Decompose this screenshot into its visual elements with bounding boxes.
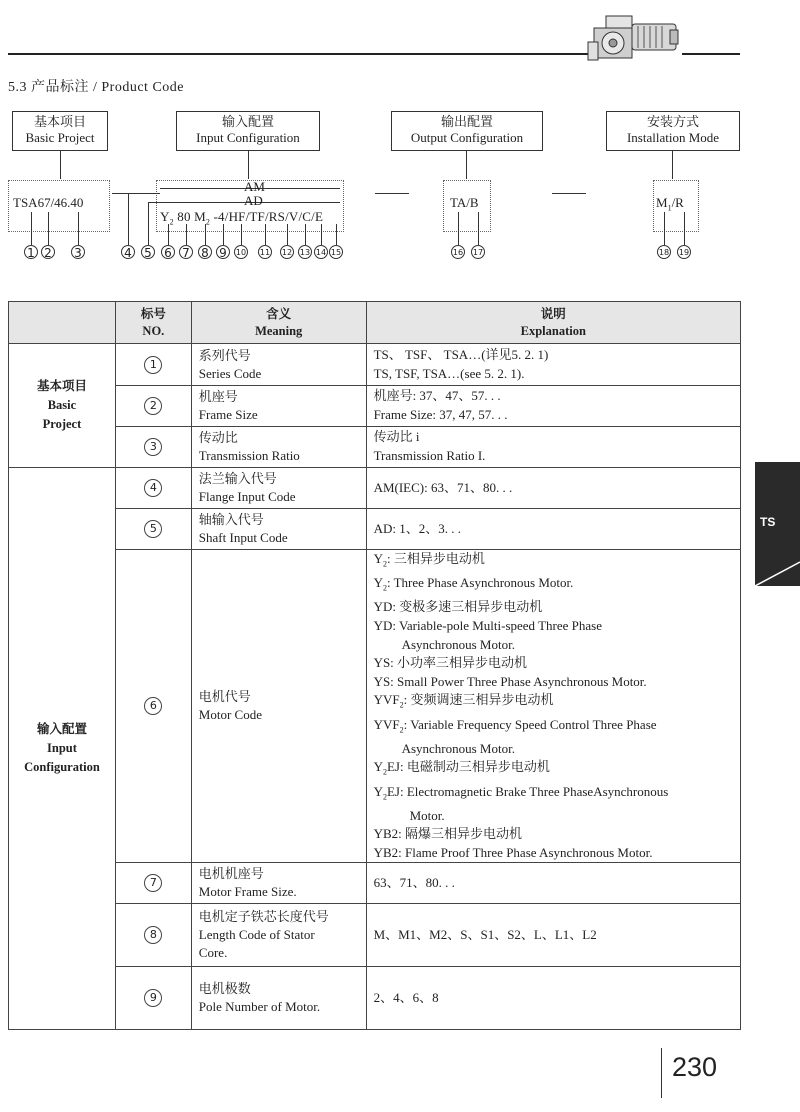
meaning-en: Flange Input Code: [198, 489, 296, 504]
expl-line: Frame Size: 37, 47, 57. . .: [373, 407, 508, 422]
header-meaning: [191, 302, 366, 344]
code-series: TSA: [13, 195, 38, 210]
meaning-en: Pole Number of Motor.: [198, 999, 321, 1015]
circled-number-12: 12: [280, 245, 294, 259]
motor-code-line: YB2: 隔爆三相异步电动机: [373, 826, 522, 842]
gear-reducer-motor-icon: [586, 8, 686, 68]
expl-line: TS、 TSF、 TSA…(详见5. 2. 1): [373, 346, 549, 362]
circled-number-19: 19: [677, 245, 691, 259]
meaning-cn: 电机代号: [198, 689, 251, 705]
connector: [672, 151, 673, 179]
meaning-en: Motor Frame Size.: [198, 884, 297, 900]
side-tab-label: TS: [760, 515, 776, 529]
page-number: 230: [672, 1052, 718, 1082]
row-number-badge: 6: [144, 697, 162, 715]
circled-number-9: 9: [216, 245, 230, 259]
category-input-en1: Input: [47, 741, 77, 756]
category-input-cn: 输入配置: [36, 722, 87, 737]
code-motor-sub: 2: [169, 217, 174, 227]
row-number: [115, 386, 191, 427]
header-no-cn: 标号: [140, 306, 166, 321]
basic-project-box: [12, 111, 108, 151]
row-explanation: [366, 386, 740, 427]
tick: [305, 224, 306, 245]
expl-line: AD: 1、2、3. . .: [373, 520, 461, 536]
circled-number-15: 15: [329, 245, 343, 259]
row-number: [115, 427, 191, 468]
circled-number-2: 2: [41, 245, 55, 259]
motor-code-subscript: 2: [382, 559, 387, 569]
header-meaning-cn: 含义: [266, 306, 292, 321]
basic-box-cn: 基本项目: [33, 114, 86, 129]
code-frame: 67: [37, 195, 51, 210]
tick: [223, 224, 224, 245]
tick: [321, 224, 322, 245]
motor-code-prefix: Y: [373, 551, 383, 566]
header-expl-en: Explanation: [520, 323, 586, 338]
meaning-cn: 机座号: [198, 389, 238, 404]
connector: [248, 151, 249, 179]
row-explanation: [366, 468, 740, 509]
meaning-cn: 电机极数: [198, 981, 251, 997]
row-meaning: [191, 967, 366, 1030]
input-box-en: Input Configuration: [196, 130, 300, 145]
tick: [478, 212, 479, 245]
row-meaning: [191, 550, 366, 863]
row-explanation: [366, 344, 740, 386]
table-row: [9, 386, 741, 427]
link-line: [112, 193, 160, 194]
meaning-en: Series Code: [198, 365, 262, 381]
table-row: [9, 967, 741, 1030]
tick: [128, 193, 129, 245]
basic-code: [13, 195, 83, 211]
motor-code-line: [374, 783, 740, 807]
motor-code-line: [374, 758, 740, 782]
input-config-box: [176, 111, 320, 151]
row-meaning: [191, 344, 366, 386]
motor-code-line: [374, 691, 740, 715]
table-row: [9, 344, 741, 386]
ad-code: AD: [244, 193, 263, 208]
meaning-en: Length Code of Stator: [198, 927, 315, 943]
row-number-badge: 2: [144, 397, 162, 415]
motor-code-subscript: 2: [382, 792, 387, 802]
code-motor-frame: 80: [173, 209, 195, 224]
expl-line: 机座号: 37、47、57. . .: [373, 388, 501, 404]
tick: [78, 212, 79, 245]
circled-number-14: 14: [314, 245, 328, 259]
motor-code-text: EJ: 电磁制动三相异步电动机: [386, 759, 550, 775]
tick: [684, 212, 685, 245]
row-number: [115, 863, 191, 904]
meaning-cn: 电机定子铁芯长度代号: [198, 909, 329, 925]
circled-number-4: 4: [121, 245, 135, 259]
tick: [336, 224, 337, 245]
expl-line: AM(IEC): 63、71、80. . .: [373, 479, 513, 495]
row-number-badge: 5: [144, 520, 162, 538]
motor-code-prefix: Y: [373, 783, 383, 799]
table-row: [9, 904, 741, 967]
circled-number-7: 7: [179, 245, 193, 259]
tick: [287, 224, 288, 245]
row-explanation: [366, 427, 740, 468]
expl-line: 63、71、80. . .: [373, 875, 455, 891]
row-number: [115, 468, 191, 509]
row-explanation: [366, 904, 740, 967]
motor-code-subscript: 2: [399, 725, 404, 735]
install-mode-box: [606, 111, 740, 151]
tick: [664, 212, 665, 245]
row-meaning: [191, 863, 366, 904]
row-meaning: [191, 427, 366, 468]
motor-code-prefix: Y: [373, 575, 383, 591]
header-no-en: NO.: [142, 323, 165, 338]
code-install-m: M: [656, 195, 668, 210]
row-explanation: [366, 550, 740, 863]
tick: [48, 212, 49, 245]
page-number-rule: [661, 1048, 662, 1098]
expl-line: 2、4、6、8: [373, 990, 439, 1006]
motor-code-line: Asynchronous Motor.: [401, 636, 515, 652]
circled-number-1: 1: [24, 245, 38, 259]
table-row: [9, 509, 741, 550]
circled-number-13: 13: [298, 245, 312, 259]
output-config-box: [391, 111, 543, 151]
output-box-cn: 输出配置: [440, 114, 493, 129]
header-blank: [9, 302, 116, 344]
table-row: [9, 863, 741, 904]
row-meaning: [191, 509, 366, 550]
product-code-table: [8, 301, 741, 1030]
basic-box-en: Basic Project: [25, 130, 95, 145]
motor-code-text: EJ: Electromagnetic Brake Three PhaseAsynchronous: [386, 783, 669, 799]
code-len-sub: 2: [205, 217, 211, 227]
circled-number-3: 3: [71, 245, 85, 259]
motor-code-line: Asynchronous Motor.: [401, 740, 515, 756]
tick: [186, 224, 187, 245]
table-header-row: [9, 302, 741, 344]
code-install-rest: /R: [671, 195, 684, 210]
motor-code-line: [374, 550, 740, 574]
motor-code-text: : 变频调速三相异步电动机: [403, 692, 554, 708]
header-rule: [8, 53, 590, 55]
meaning-cn: 法兰输入代号: [198, 471, 277, 486]
motor-code-line: [374, 716, 740, 740]
header-explanation: [366, 302, 740, 344]
circled-number-18: 18: [657, 245, 671, 259]
tick: [241, 224, 242, 245]
motor-code-text: : Variable Frequency Speed Control Three Phase: [403, 716, 657, 732]
meaning-en: Transmission Ratio: [198, 448, 300, 463]
table-row: [9, 550, 741, 863]
expl-line: Transmission Ratio I.: [373, 448, 486, 463]
category-basic: [9, 344, 116, 468]
circled-number-11: 11: [258, 245, 272, 259]
row-number-badge: 9: [144, 989, 162, 1007]
row-number-badge: 1: [144, 356, 162, 374]
row-number-badge: 7: [144, 874, 162, 892]
motor-code-line: YS: 小功率三相异步电动机: [373, 655, 528, 671]
circled-number-8: 8: [198, 245, 212, 259]
circled-number-6: 6: [161, 245, 175, 259]
code-install-sub: 1: [667, 203, 672, 213]
motor-code-prefix: YVF: [373, 716, 400, 732]
connector: [466, 151, 467, 179]
category-basic-en2: Project: [42, 417, 82, 431]
expl-line: M、M1、M2、S、S1、S2、L、L1、L2: [373, 927, 597, 943]
header-no: [115, 302, 191, 344]
motor-code-line: YS: Small Power Three Phase Asynchronous Motor.: [373, 673, 647, 689]
motor-code-text: : Three Phase Asynchronous Motor.: [386, 575, 574, 591]
output-box-en: Output Configuration: [410, 130, 524, 145]
code-ratio: /46.40: [50, 195, 84, 210]
row-number-badge: 3: [144, 438, 162, 456]
motor-code-line: YD: Variable-pole Multi-speed Three Phase: [373, 617, 602, 633]
code-rest: -4/HF/TF/RS/V/C/E: [210, 209, 324, 224]
meaning-en-2: Core.: [198, 945, 228, 961]
motor-code-prefix: YVF: [373, 692, 400, 708]
tick: [31, 212, 32, 245]
motor-code-line: YD: 变极多速三相异步电动机: [373, 599, 543, 615]
tick: [265, 224, 266, 245]
category-basic-en1: Basic: [47, 398, 77, 412]
input-box-cn: 输入配置: [221, 114, 274, 129]
circled-number-5: 5: [141, 245, 155, 259]
meaning-cn: 轴输入代号: [198, 512, 264, 527]
tick: [148, 202, 149, 245]
meaning-cn: 电机机座号: [198, 866, 264, 882]
row-number: [115, 904, 191, 967]
section-title: 5.3 产品标注 / Product Code: [8, 80, 184, 95]
table-row: [9, 468, 741, 509]
install-box-cn: 安装方式: [646, 114, 699, 129]
row-number: [115, 509, 191, 550]
motor-code-text: : 三相异步电动机: [386, 551, 485, 566]
meaning-en: Motor Code: [198, 707, 262, 723]
meaning-en: Frame Size: [198, 407, 258, 422]
category-input: [9, 468, 116, 1030]
motor-code-line: Motor.: [409, 807, 445, 823]
motor-code-prefix: Y: [373, 759, 383, 775]
separator: [375, 193, 409, 194]
row-explanation: [366, 967, 740, 1030]
header-rule-right: [682, 53, 740, 55]
motor-code-subscript: 2: [399, 700, 404, 710]
circled-number-10: 10: [234, 245, 248, 259]
row-explanation: [366, 863, 740, 904]
circled-number-17: 17: [471, 245, 485, 259]
meaning-cn: 传动比: [198, 430, 238, 445]
row-number: [115, 550, 191, 863]
meaning-en: Shaft Input Code: [198, 530, 288, 545]
connector: [60, 151, 61, 179]
meaning-cn: 系列代号: [198, 347, 251, 363]
tick: [458, 212, 459, 245]
row-number: [115, 967, 191, 1030]
install-code: [656, 195, 684, 213]
row-meaning: [191, 468, 366, 509]
row-meaning: [191, 904, 366, 967]
code-motor: Y: [160, 209, 170, 224]
tick: [205, 224, 206, 245]
table-row: [9, 427, 741, 468]
row-number-badge: 8: [144, 926, 162, 944]
row-number: [115, 344, 191, 386]
tick: [168, 224, 169, 245]
row-explanation: [366, 509, 740, 550]
motor-code-subscript: 2: [382, 583, 387, 593]
row-meaning: [191, 386, 366, 427]
circled-number-16: 16: [451, 245, 465, 259]
motor-code-subscript: 2: [382, 767, 387, 777]
code-len: M: [194, 209, 206, 224]
category-input-en2: Configuration: [24, 760, 100, 775]
category-basic-cn: 基本项目: [36, 379, 87, 393]
motor-code-line: YB2: Flame Proof Three Phase Asynchronous Motor.: [373, 844, 653, 860]
install-box-en: Installation Mode: [626, 130, 720, 145]
header-expl-cn: 说明: [540, 306, 566, 321]
separator: [552, 193, 586, 194]
output-code: TA/B: [450, 195, 479, 210]
motor-code-line: [374, 574, 740, 598]
expl-line: 传动比 i: [373, 429, 420, 445]
am-code: AM: [244, 179, 265, 194]
header-meaning-en: Meaning: [255, 323, 303, 338]
row-number-badge: 4: [144, 479, 162, 497]
expl-line: TS, TSF, TSA…(see 5. 2. 1).: [373, 365, 525, 381]
